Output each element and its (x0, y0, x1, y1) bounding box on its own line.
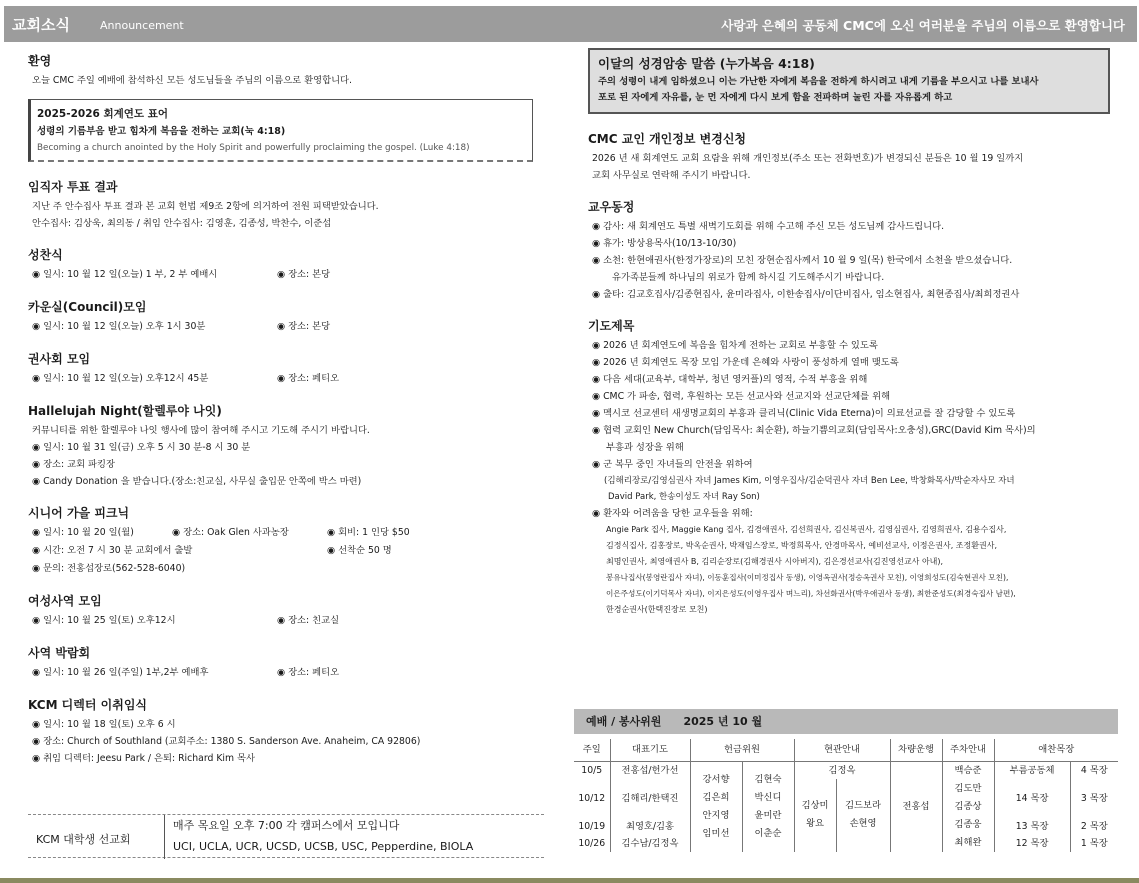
schedule-label: 예배 / 봉사위원 (586, 715, 662, 728)
privacy-line: 2026 년 새 회계연도 교회 요람을 위해 개인정보(주소 또는 전화번호)가 변경되신 분들은 10 월 19 일까지 (592, 153, 1024, 164)
prayer-item: ◉ 다음 세대(교육부, 대학부, 청년 영커플)의 영적, 수적 부흥을 위해 (592, 374, 868, 385)
deacon-heading: 권사회 모임 (28, 352, 91, 366)
vote-line: 안수집사: 김상욱, 최의동 / 취임 안수집사: 김영훈, 김종성, 박찬수, 이준섭 (32, 218, 332, 229)
women-section (28, 592, 558, 630)
offering-name: 윤미란 (754, 809, 782, 821)
driver-cell: 전홍섭 (890, 761, 942, 852)
picnic-limit: ◉ 선착순 50 명 (327, 545, 392, 556)
schedule-month: 2025 년 10 월 (683, 715, 763, 728)
schedule-title-bar (574, 709, 1118, 734)
kcm-director-line: ◉ 장소: Church of Southland (교회주소: 1380 S. Sanderson Ave. Anaheim, CA 92806) (32, 736, 421, 747)
women-date: ◉ 일시: 10 월 25 일(토) 오후12시 (32, 615, 176, 626)
staff-news-line: 유가족분들께 하나님의 위로가 함께 하시길 기도해주시기 바랍니다. (612, 272, 885, 283)
staff-news-heading: 교우동정 (588, 200, 635, 214)
memory-verse-box (588, 48, 1110, 114)
kcm-campus-details (164, 815, 544, 859)
memory-verse-title: 이달의 성경암송 말씀 (누가복음 4:18) (598, 56, 815, 71)
prayer-heading: 기도제목 (588, 319, 635, 333)
prayer-cell: 최영호/김홍 (610, 818, 690, 835)
kcm-director-line: ◉ 일시: 10 월 18 일(토) 오후 6 시 (32, 719, 176, 730)
women-heading: 여성사역 모임 (28, 594, 102, 608)
prayer-item: ◉ 환자와 어려움을 당한 교우들을 위해: (592, 508, 753, 519)
prayer-cell: 김수남/김정옥 (610, 835, 690, 852)
usher-name: 왕요 (806, 818, 825, 829)
picnic-heading: 시니어 가을 피크닉 (28, 506, 130, 520)
date-cell: 10/26 (578, 837, 606, 849)
prayer-item: Angie Park 집사, Maggie Kang 집사, 김경애권사, 김선희권사, 김신복권사, 김영심권사, 김영희권사, 김용수집사, (606, 525, 1007, 534)
offering-cell-b (742, 761, 794, 852)
parking-name: 백승준 (954, 764, 982, 776)
privacy-heading: CMC 교인 개인정보 변경신청 (588, 132, 747, 146)
communion-date: ◉ 일시: 10 월 12 일(오늘) 1 부, 2 부 예배시 (32, 269, 218, 280)
deacon-date: ◉ 일시: 10 월 12 일(오늘) 오후12시 45분 (32, 373, 209, 384)
privacy-line: 교회 사무실로 연락해 주시기 바랍니다. (592, 170, 751, 181)
staff-news-section (588, 198, 1118, 303)
picnic-section (28, 504, 558, 578)
service-schedule (574, 709, 1118, 852)
hallelujah-section (28, 402, 558, 490)
deacon-place: ◉ 장소: 페티오 (277, 373, 340, 384)
parking-name: 김종상 (954, 800, 982, 812)
staff-news-line: ◉ 휴가: 방상용목사(10/13-10/30) (592, 238, 737, 249)
schedule-table (574, 739, 1118, 852)
usher-top-cell: 김정옥 (794, 761, 890, 779)
parking-cell (942, 761, 994, 852)
meal-cell-b: 1 목장 (1070, 835, 1118, 852)
prayer-item: ◉ 군 복무 중인 자녀들의 안전을 위하여 (592, 459, 753, 470)
memory-verse-line: 주의 성령이 내게 임하셨으니 이는 가난한 자에게 복음을 전하게 하시려고 내게 기름을 부으시고 나를 보내사 (598, 76, 1039, 87)
schedule-row (574, 761, 1118, 779)
prayer-cell: 전홍섭/헌가선 (610, 761, 690, 779)
header-bar (4, 6, 1137, 42)
right-column (588, 48, 1118, 632)
kcm-campus-time: 매주 목요일 오후 7:00 각 캠퍼스에서 모입니다 (173, 819, 400, 832)
vote-line: 지난 주 안수집사 투표 결과 본 교회 헌법 제9조 2항에 의거하여 전원 피택받았습니다. (32, 201, 379, 212)
col-header: 주일 (574, 739, 610, 761)
schedule-header-row (574, 739, 1118, 761)
header-subtitle: Announcement (100, 19, 184, 32)
motto-korean: 성령의 기름부음 받고 힘차게 복음을 전하는 교회(눅 4:18) (37, 126, 286, 137)
prayer-item: 최명인권사, 최영애권사 B, 김리순장로(김해경권사 시아버지), 김은경선교사(김진영선교사 아내), (606, 557, 944, 566)
memory-verse-line: 포로 된 자에게 자유를, 눈 먼 자에게 다시 보게 함을 전파하며 눌린 자를 자유롭게 하고 (598, 92, 953, 103)
hallelujah-line: ◉ 일시: 10 월 31 일(금) 오후 5 시 30 분-8 시 30 분 (32, 442, 251, 453)
offering-cell-a (690, 761, 742, 852)
meal-cell-a: 14 목장 (994, 779, 1070, 818)
staff-news-line: ◉ 출타: 김교호집사/김종현집사, 윤미라집사, 이한송집사/이단비집사, 임소현집사, 최현종집사/최희정권사 (592, 289, 1020, 300)
usher-name: 김상미 (801, 800, 829, 811)
offering-name: 강서향 (702, 773, 730, 785)
prayer-item: ◉ 2026 년 회계연도에 복음을 힘차게 전하는 교회로 부흥할 수 있도록 (592, 340, 878, 351)
privacy-section (588, 130, 1118, 184)
picnic-place: ◉ 장소: Oak Glen 사과농장 (172, 527, 289, 538)
picnic-contact: ◉ 문의: 전홍섭장로(562-528-6040) (32, 563, 186, 574)
expo-heading: 사역 박람회 (28, 646, 91, 660)
offering-name: 임미선 (702, 827, 730, 839)
col-header: 차량운행 (890, 739, 942, 761)
motto-box (28, 99, 533, 162)
offering-name: 박신디 (754, 791, 782, 803)
prayer-item: 이은주성도(이기덕목사 자녀), 이지은성도(이영우집사 며느리), 차선화권사(박우애권사 동생), 최한준성도(최경숙집사 남편), (606, 589, 1016, 598)
picnic-time: ◉ 시간: 오전 7 시 30 분 교회에서 출발 (32, 545, 193, 556)
welcome-section (28, 52, 558, 89)
prayer-item: ◉ 협력 교회인 New Church(담임목사: 최순환), 하늘기쁨의교회(담임목사:오충성),GRC(David Kim 목사)의 (592, 425, 1036, 436)
hallelujah-line: 커뮤니티를 위한 할렐루야 나잇 행사에 많이 참여해 주시고 기도해 주시기 바랍니다. (32, 425, 370, 436)
kcm-director-line: ◉ 취임 디렉터: Jeesu Park / 은퇴: Richard Kim 목사 (32, 753, 255, 764)
council-heading: 카운실(Council)모임 (28, 300, 147, 314)
motto-english: Becoming a church anointed by the Holy Spirit and powerfully proclaiming the gospel. (Luke 4:18) (37, 143, 470, 153)
date-cell: 10/5 (581, 764, 603, 776)
staff-news-line: ◉ 감사: 새 회계연도 특별 새벽기도회를 위해 수고해 주신 모든 성도님께 감사드립니다. (592, 221, 945, 232)
meal-cell-b: 2 목장 (1070, 818, 1118, 835)
prayer-cell: 김해리/한택진 (610, 779, 690, 818)
expo-place: ◉ 장소: 페티오 (277, 667, 340, 678)
offering-name: 이춘순 (754, 827, 782, 839)
prayer-item: 봉유나집사(봉영란집사 자녀), 이동훈집사(이미정집사 동생), 이영옥권사(정승옥권사 모친), 이영희성도(김숙현권사 모친), (606, 573, 1009, 582)
kcm-director-heading: KCM 디렉터 이취임식 (28, 698, 148, 712)
council-date: ◉ 일시: 10 월 12 일(오늘) 오후 1시 30분 (32, 321, 206, 332)
prayer-item: 한경순권사(한택진장로 모친) (606, 605, 708, 614)
usher-name: 손현영 (849, 818, 877, 829)
vote-section (28, 178, 558, 232)
welcome-heading: 환영 (28, 54, 52, 68)
offering-name: 안지영 (702, 809, 730, 821)
women-place: ◉ 장소: 친교실 (277, 615, 340, 626)
offering-name: 김현숙 (754, 773, 782, 785)
prayer-item: David Park, 한송이성도 자녀 Ray Son) (608, 492, 760, 502)
hallelujah-line: ◉ Candy Donation 을 받습니다.(장소:친교실, 사무실 출입문 안쪽에 박스 마련) (32, 476, 362, 487)
parking-name: 최해완 (954, 836, 982, 848)
col-header: 현관안내 (794, 739, 890, 761)
date-cell: 10/12 (578, 792, 606, 804)
hallelujah-line: ◉ 장소: 교회 파킹장 (32, 459, 115, 470)
vote-heading: 임직자 투표 결과 (28, 180, 118, 194)
col-header: 주차안내 (942, 739, 994, 761)
col-header: 애찬목장 (994, 739, 1118, 761)
expo-date: ◉ 일시: 10 월 26 일(주일) 1부,2부 예배후 (32, 667, 209, 678)
picnic-date: ◉ 일시: 10 월 20 일(월) (32, 527, 134, 538)
communion-section (28, 246, 558, 284)
header-title: 교회소식 (12, 16, 70, 34)
meal-cell-a: 13 목장 (994, 818, 1070, 835)
bottom-rule (0, 878, 1139, 883)
picnic-fee: ◉ 회비: 1 인당 $50 (327, 527, 410, 538)
hallelujah-heading: Hallelujah Night(할렐루야 나잇) (28, 404, 222, 418)
welcome-text: 오늘 CMC 주일 예배에 참석하신 모든 성도님들을 주님의 이름으로 환영합니다. (32, 75, 352, 86)
kcm-director-section (28, 696, 558, 767)
usher-cell-b (836, 779, 890, 852)
prayer-item: ◉ 멕시코 선교센터 새생명교회의 부흥과 클리닉(Clinic Vida Eterna)이 의료선교를 잘 감당할 수 있도록 (592, 408, 1016, 419)
prayer-section (588, 317, 1118, 618)
schedule-row (574, 779, 1118, 818)
communion-heading: 성찬식 (28, 248, 63, 262)
council-place: ◉ 장소: 본당 (277, 321, 331, 332)
prayer-item: ◉ CMC 가 파송, 협력, 후원하는 모든 선교사와 선교지와 선교단체를 위해 (592, 391, 891, 402)
col-header: 대표기도 (610, 739, 690, 761)
council-section (28, 298, 558, 336)
meal-cell-b: 3 목장 (1070, 779, 1118, 818)
kcm-campus-list: UCI, UCLA, UCR, UCSD, UCSB, USC, Pepperdine, BIOLA (173, 840, 474, 853)
meal-cell-a: 12 목장 (994, 835, 1070, 852)
col-header: 헌금위원 (690, 739, 794, 761)
parking-name: 김종웅 (954, 818, 982, 830)
meal-cell-b: 4 목장 (1070, 761, 1118, 779)
prayer-item: 김정식집사, 김홍장로, 박옥순권사, 박재임스장로, 박정희목사, 안경마목사, 예비선교사, 이정은권사, 조정환권사, (606, 541, 997, 550)
motto-title: 2025-2026 회계연도 표어 (37, 108, 168, 120)
usher-name: 김드보라 (845, 800, 881, 811)
prayer-item: 부흥과 성장을 위해 (606, 442, 684, 453)
prayer-item: (김해리장로/김영심권사 자녀 James Kim, 이영우집사/김순덕권사 자녀 Ben Lee, 박창화목사/박순자사모 자녀 (604, 476, 1015, 486)
usher-cell-a (794, 779, 836, 852)
offering-name: 김은희 (702, 791, 730, 803)
deacon-section (28, 350, 558, 388)
communion-place: ◉ 장소: 본당 (277, 269, 331, 280)
kcm-campus-box (28, 814, 544, 858)
parking-name: 김도만 (954, 782, 982, 794)
kcm-campus-name: KCM 대학생 선교회 (36, 833, 131, 846)
prayer-item: ◉ 2026 년 회계연도 목장 모임 가운데 은혜와 사랑이 풍성하게 열매 맺도록 (592, 357, 899, 368)
meal-cell-a: 부름공동체 (994, 761, 1070, 779)
date-cell: 10/19 (578, 820, 606, 832)
left-column (28, 52, 558, 781)
header-tagline: 사랑과 은혜의 공동체 CMC에 오신 여러분을 주님의 이름으로 환영합니다 (721, 18, 1125, 33)
staff-news-line: ◉ 소천: 한현애권사(한정가장로)의 모친 장현순집사께서 10 월 9 일(목) 한국에서 소천을 받으셨습니다. (592, 255, 1013, 266)
expo-section (28, 644, 558, 682)
